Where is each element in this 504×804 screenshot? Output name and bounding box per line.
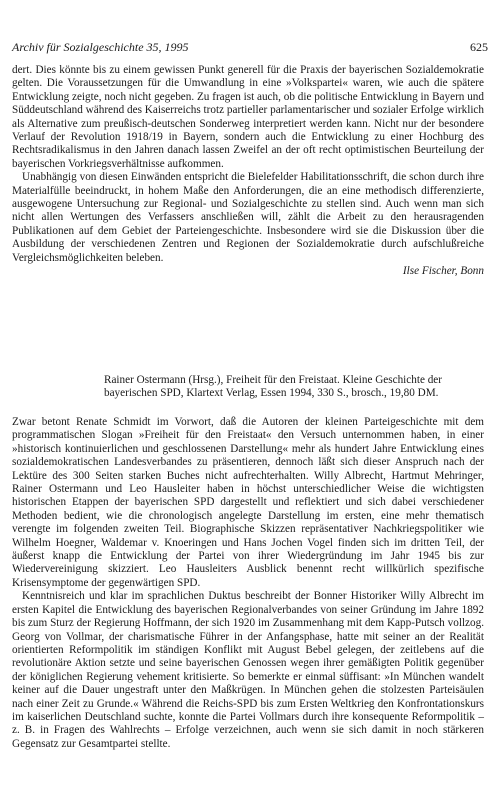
first-review-paragraph-2-text: Unabhängig von diesen Einwänden entspricht die Bielefelder Habilitationsschrift, die schon durch ihre Materialfülle beeindruckt, in hohem Maße den Anforderungen, die an eine methodisch differenzierte, ausgewogene Untersuchung zur Regional- und Sozialgeschichte zu stellen sind. Auch wenn man sich nicht allen Wertungen des Verfassers anschließen will, zählt die Arbeit zu den herausragenden Publikationen auf dem Gebiet der Parteiengeschichte. Insbesondere wird sie die Diskussion über die Ausbildung der verschiedenen Zentren und Regionen der Sozialdemokratie durch aufschlußreiche Vergleichsmöglichkeiten beleben. [12, 171, 484, 264]
book-citation: Rainer Ostermann (Hrsg.), Freiheit für den Freistaat. Kleine Geschichte der bayerischen SPD, Klartext Verlag, Essen 1994, 330 S., brosch., 19,80 DM. [104, 374, 442, 400]
first-review-paragraph-1: dert. Dies könnte bis zu einem gewissen Punkt generell für die Praxis der bayerischen Sozialdemokratie gelten. Die Voraussetzungen für die Umwandlung in eine »Volkspartei« waren, wie auch die spätere Entwicklung zeigte, noch nicht gegeben. Zu fragen ist auch, ob die politische Entwicklung in Bayern und Süddeutschland während des Kaiserreichs trotz partieller parlamentarischer und sozialer Erfolge wirklich als Alternative zum preußisch-deutschen Sonderweg interpretiert werden kann. Nicht nur der besondere Verlauf der Revolution 1918/19 in Bayern, sondern auch die Entwicklung zu einer Hochburg des Rechtsradikalismus in den Jahren danach lassen Zweifel an der oft recht optimistischen Beurteilung der bayerischen Vorkriegsverhältnisse aufkommen. [12, 64, 484, 170]
second-review-text [12, 416, 484, 751]
journal-title: Archiv für Sozialgeschichte 35, 1995 [12, 40, 189, 54]
second-review-paragraph-1: Zwar betont Renate Schmidt im Vorwort, daß die Autoren der kleinen Parteigeschichte mit dem programmatischen Slogan »Freiheit für den Freistaat« den Versuch unternommen haben, in einer »historisch kontinuierlichen und geschlossenen Darstellung« mehr als hundert Jahre Entwicklung eines sozialdemokratischen Landesverbandes zu präsentieren, dennoch läßt sich dieser Anspruch nach der Lektüre des 300 Seiten starken Buches nicht aufrechterhalten. Willy Albrecht, Hartmut Mehringer, Rainer Ostermann und Leo Hausleiter haben in höchst unterschiedlicher Weise die wichtigsten historischen Etappen der bayerischen SPD dargestellt und reflektiert und sich dabei verschiedener Methoden bedient, wie die chronologisch angelegte Darstellung im ersten, eine mehr thematisch verengte im folgenden zweiten Teil. Biographische Skizzen repräsentativer Nachkriegspolitiker wie Wilhelm Hoegner, Waldemar v. Knoeringen und Hans Jochen Vogel finden sich im dritten Teil, der äußerst knapp die Entwicklung der Partei von ihrer Wiedergründung im Jahr 1945 bis zur Wiedervereinigung skizziert. Leo Hausleiters Ausblick benennt recht willkürlich spezifische Krisensymptome der gegenwärtigen SPD. [12, 416, 484, 589]
first-review-text [12, 64, 484, 279]
review-author: Ilse Fischer, Bonn [402, 265, 484, 278]
first-review-paragraph-2 [12, 171, 484, 265]
running-header [12, 40, 488, 55]
page-number: 625 [470, 40, 488, 54]
second-review-paragraph-2: Kenntnisreich und klar im sprachlichen Duktus beschreibt der Bonner Historiker Willy Albrecht im ersten Kapitel die Entwicklung des bayerischen Regionalverbandes von seiner Gründung im Jahre 1892 bis zum Sturz der Regierung Hoffmann, der sich 1920 im Zusammenhang mit dem Kapp-Putsch vollzog. Georg von Vollmar, der charismatische Führer in der Anfangsphase, hatte mit seiner an der Realität orientierten Reformpolitik im ständigen Konflikt mit August Bebel gelegen, der zeitlebens auf die revolutionäre Aktion setzte und seine bayerischen Genossen wegen ihrer gemäßigten Politik gegenüber der königlichen Regierung vehement kritisierte. So bemerkte er einmal süffisant: »In München wandelt keiner auf die Dauer ungestraft unter den Maßkrügen. In München gehen die stolzesten Parteisäulen nach einer Zeit zu Grunde.« Während die Reichs-SPD bis zum Ersten Weltkrieg den Konfrontationskurs im kaiserlichen Deutschland suchte, konnte die Partei Vollmars durch ihre konsequente Reformpolitik – z. B. in Fragen des Wahlrechts – Erfolge verzeichnen, auch wenn sie sich damit in noch stärkeren Gegensatz zur Gesamtpartei stellte. [12, 590, 484, 750]
